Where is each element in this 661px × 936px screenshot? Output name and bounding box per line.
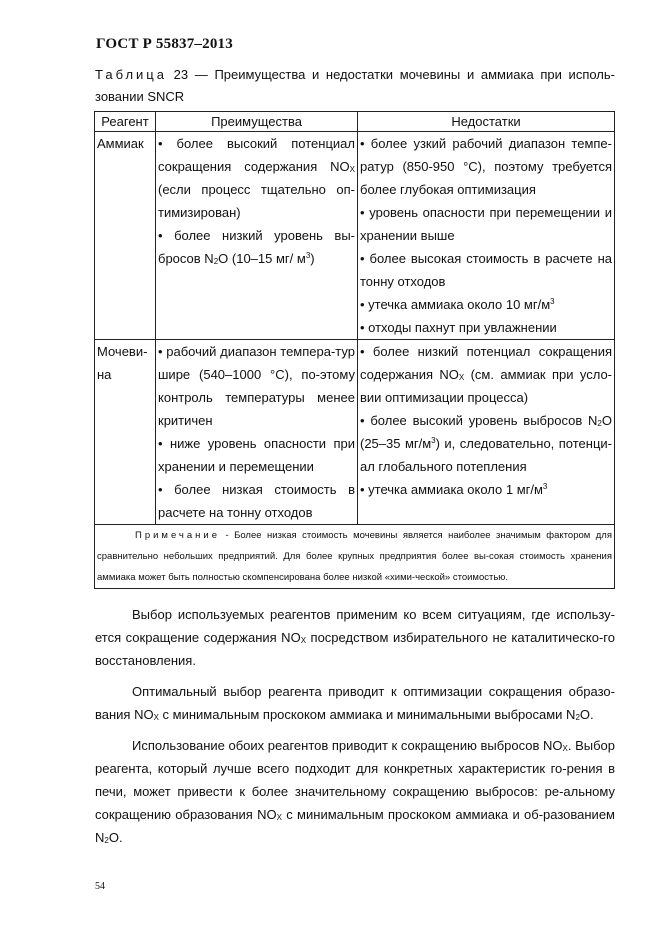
ammonia-disadvantage-3: • более высокая стоимость в расчете на тонну отходов [360,251,612,289]
header-reagent: Реагент [95,112,156,132]
caption-title: 23 — Преимущества и недостатки мочевины и аммиака при исполь-зовании SNCR [95,67,615,104]
ammonia-advantage-2: • более низкий уровень вы-бросов $N_2O$ (10–15 мг/ $м^3$) [158,228,355,266]
reagent-urea: Мочеви-на [95,340,156,525]
caption-label: Таблица [95,67,167,82]
table-caption [95,64,615,108]
ammonia-disadvantage-1: • более узкий рабочий диапазон темпе-ратур (850-950 °C), поэтому требуется более глубокая оптимизация [360,136,612,197]
body-text [95,603,615,849]
ammonia-disadvantage-2: • уровень опасности при перемещении и хранении выше [360,205,612,243]
standard-id: ГОСТ Р 55837–2013 [96,36,233,52]
header-advantages: Преимущества [156,112,358,132]
paragraph-1: Выбор используемых реагентов применим ко всем ситуациям, где использу-ется сокращение содержания $NO_X$ посредством избирательного не каталитическо-го восстановления. [95,607,615,668]
note-text: - Более низкая стоимость мочевины является наиболее значимым фактором для сравнительно небольших предприятий. Для более крупных предприятия более вы-сокая стоимость хранения аммиака может быть полностью скомпенсирована более низкой «хими-ческой» стоимостью. [97,530,612,583]
table-row-ammonia [95,132,615,340]
note-label: Примечание [135,530,220,541]
urea-disadvantage-2: • более высокий уровень выбросов $N_2O$ (25–35 $мг/м^3$) и, следовательно, потенци-ал глобального потепления [360,413,612,474]
paragraph-3: Использование обоих реагентов приводит к сокращению выбросов $NO_X$. Выбор реагента, который лучше всего подходит для конкретных характеристик го-рения в печи, может привести к более значительному сокращению выбросов: ре-альному сокращению образования $NO_X$ с минимальным проскоком аммиака и об-разованием $N_2O$. [95,738,615,845]
urea-advantage-2: • ниже уровень опасности при хранении и перемещении [158,436,355,474]
ammonia-advantage-1: • более высокий потенциал сокращения содержания $NO_X$ (если процесс тщательно оп-тимизирован) [158,136,355,220]
header-disadvantages: Недостатки [358,112,615,132]
page-number: 54 [95,881,105,892]
ammonia-disadvantage-4: • утечка аммиака около 10 $мг/м^3$ [360,297,555,312]
urea-advantage-1: • рабочий диапазон темпера-тур шире (540–1000 °C), по-этому контроль температуры менее критичен [158,344,355,428]
urea-advantage-3: • более низкая стоимость в расчете на тонну отходов [158,482,355,520]
table-row-urea [95,340,615,525]
disadvantages-urea [358,340,615,525]
reagent-ammonia: Аммиак [95,132,156,340]
table-note [95,525,615,589]
advantages-urea [156,340,358,525]
table-note-row [95,525,615,589]
paragraph-2: Оптимальный выбор реагента приводит к оптимизации сокращения образо-вания $NO_X$ с минимальным проскоком аммиака и минимальными выбросами $N_2O$. [95,684,615,722]
ammonia-disadvantage-5: • отходы пахнут при увлажнении [360,320,557,335]
urea-disadvantage-3: • утечка аммиака около 1 $мг/м^3$ [360,482,548,497]
urea-disadvantage-1: • более низкий потенциал сокращения содержания $NO_X$ (см. аммиак при усло-вии оптимизации процесса) [360,344,612,405]
table-header-row [95,112,615,132]
advantages-ammonia [156,132,358,340]
disadvantages-ammonia [358,132,615,340]
comparison-table [94,111,615,589]
